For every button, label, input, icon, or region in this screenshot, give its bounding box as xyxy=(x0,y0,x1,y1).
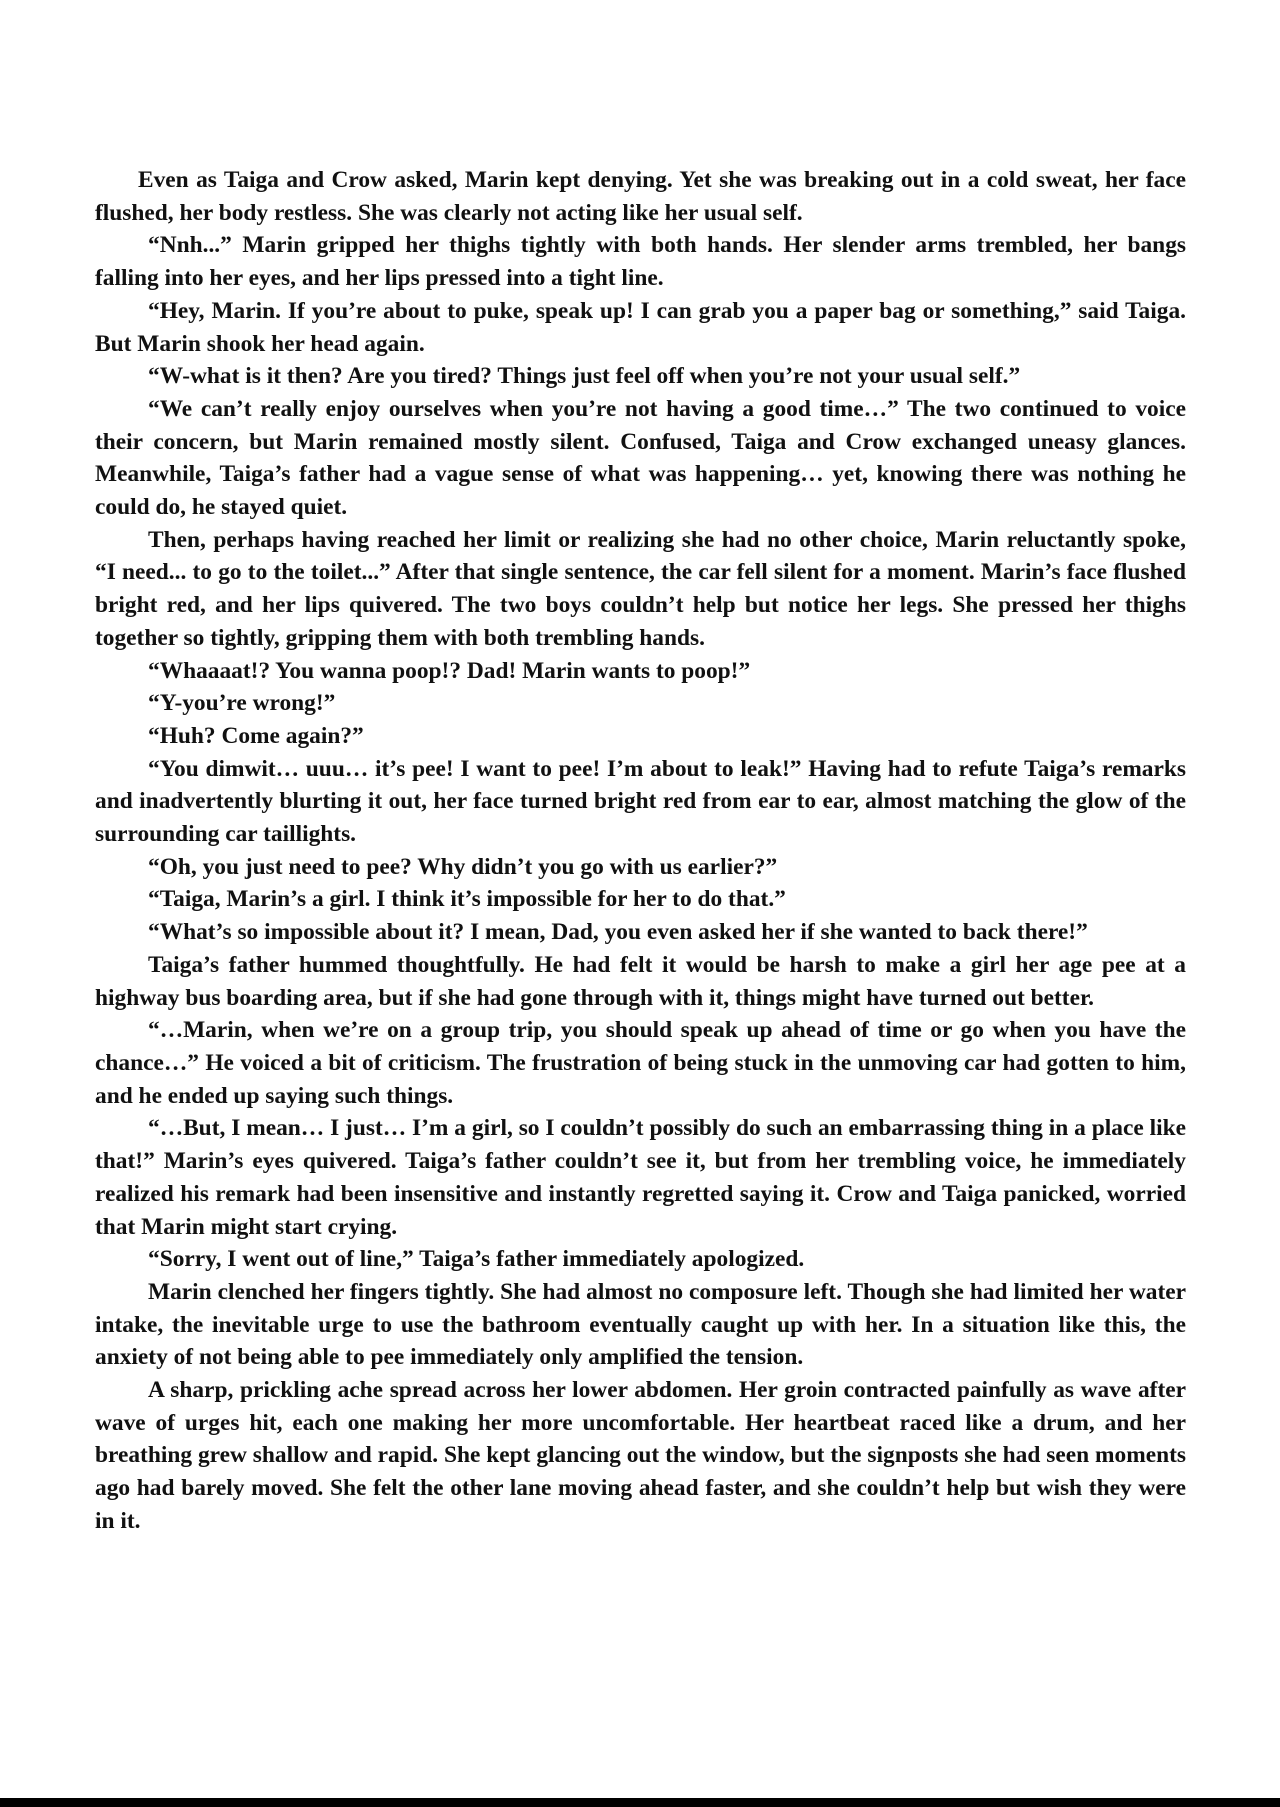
paragraph: “You dimwit… uuu… it’s pee! I want to pee! I’m about to leak!” Having had to refute Taiga’s remarks and inadvertently blurting it out, her face turned bright red from ear to ear, almost matching the glow of the surrounding car taillights. xyxy=(95,755,1186,848)
paragraph: Taiga’s father hummed thoughtfully. He had felt it would be harsh to make a girl her age pee at a highway bus boarding area, but if she had gone through with it, things might have turned out better. xyxy=(95,951,1186,1011)
paragraph: “Y-you’re wrong!” xyxy=(148,690,336,717)
paragraph: “Nnh...” Marin gripped her thighs tightly with both hands. Her slender arms trembled, her bangs falling into her eyes, and her lips pressed into a tight line. xyxy=(95,232,1186,292)
paragraph: “Sorry, I went out of line,” Taiga’s father immediately apologized. xyxy=(148,1246,805,1273)
paragraph: “Hey, Marin. If you’re about to puke, speak up! I can grab you a paper bag or something,” said Taiga. But Marin shook her head again. xyxy=(95,297,1186,357)
paragraph: “W-what is it then? Are you tired? Things just feel off when you’re not your usual self.” xyxy=(148,363,1021,390)
bottom-border xyxy=(0,1798,1280,1807)
paragraph: Then, perhaps having reached her limit or realizing she had no other choice, Marin reluctantly spoke, “I need... to go to the toilet...” After that single sentence, the car fell silent for a moment. Marin’s face flushed bright red, and her lips quivered. The two boys couldn’t help but notice her legs. She pressed her thighs together so tightly, gripping them with both trembling hands. xyxy=(95,526,1186,651)
paragraph: “What’s so impossible about it? I mean, Dad, you even asked her if she wanted to back there!” xyxy=(148,919,1088,946)
paragraph: “Huh? Come again?” xyxy=(148,722,364,749)
paragraph: “…Marin, when we’re on a group trip, you should speak up ahead of time or go when you have the chance…” He voiced a bit of criticism. The frustration of being stuck in the unmoving car had gotten to him, and he ended up saying such things. xyxy=(95,1017,1186,1109)
paragraph: Marin clenched her fingers tightly. She had almost no composure left. Though she had limited her water intake, the inevitable urge to use the bathroom eventually caught up with her. In a situation like this, the anxiety of not being able to pee immediately only amplified the tension. xyxy=(95,1278,1186,1371)
paragraph: “We can’t really enjoy ourselves when you’re not having a good time…” The two continued to voice their concern, but Marin remained mostly silent. Confused, Taiga and Crow exchanged uneasy glances. Meanwhile, Taiga’s father had a vague sense of what was happening… yet, knowing there was nothing he could do, he stayed quiet. xyxy=(95,395,1186,521)
paragraph: “Taiga, Marin’s a girl. I think it’s impossible for her to do that.” xyxy=(148,886,786,913)
paragraph: “…But, I mean… I just… I’m a girl, so I couldn’t possibly do such an embarrassing thing in a place like that!” Marin’s eyes quivered. Taiga’s father couldn’t see it, but from her trembling voice, he immediately realized his remark had been insensitive and instantly regretted saying it. Crow and Taiga panicked, worried that Marin might start crying. xyxy=(95,1115,1186,1240)
paragraph: A sharp, prickling ache spread across her lower abdomen. Her groin contracted painfully as wave after wave of urges hit, each one making her more uncomfortable. Her heartbeat raced like a drum, and her breathing grew shallow and rapid. She kept glancing out the window, but the signposts she had seen moments ago had barely moved. She felt the other lane moving ahead faster, and she couldn’t help but wish they were in it. xyxy=(95,1377,1186,1534)
paragraph: “Whaaaat!? You wanna poop!? Dad! Marin wants to poop!” xyxy=(148,657,751,684)
story-text xyxy=(95,164,1186,1538)
paragraph: “Oh, you just need to pee? Why didn’t you go with us earlier?” xyxy=(148,853,778,880)
paragraph: Even as Taiga and Crow asked, Marin kept denying. Yet she was breaking out in a cold sweat, her face flushed, her body restless. She was clearly not acting like her usual self. xyxy=(95,167,1186,226)
